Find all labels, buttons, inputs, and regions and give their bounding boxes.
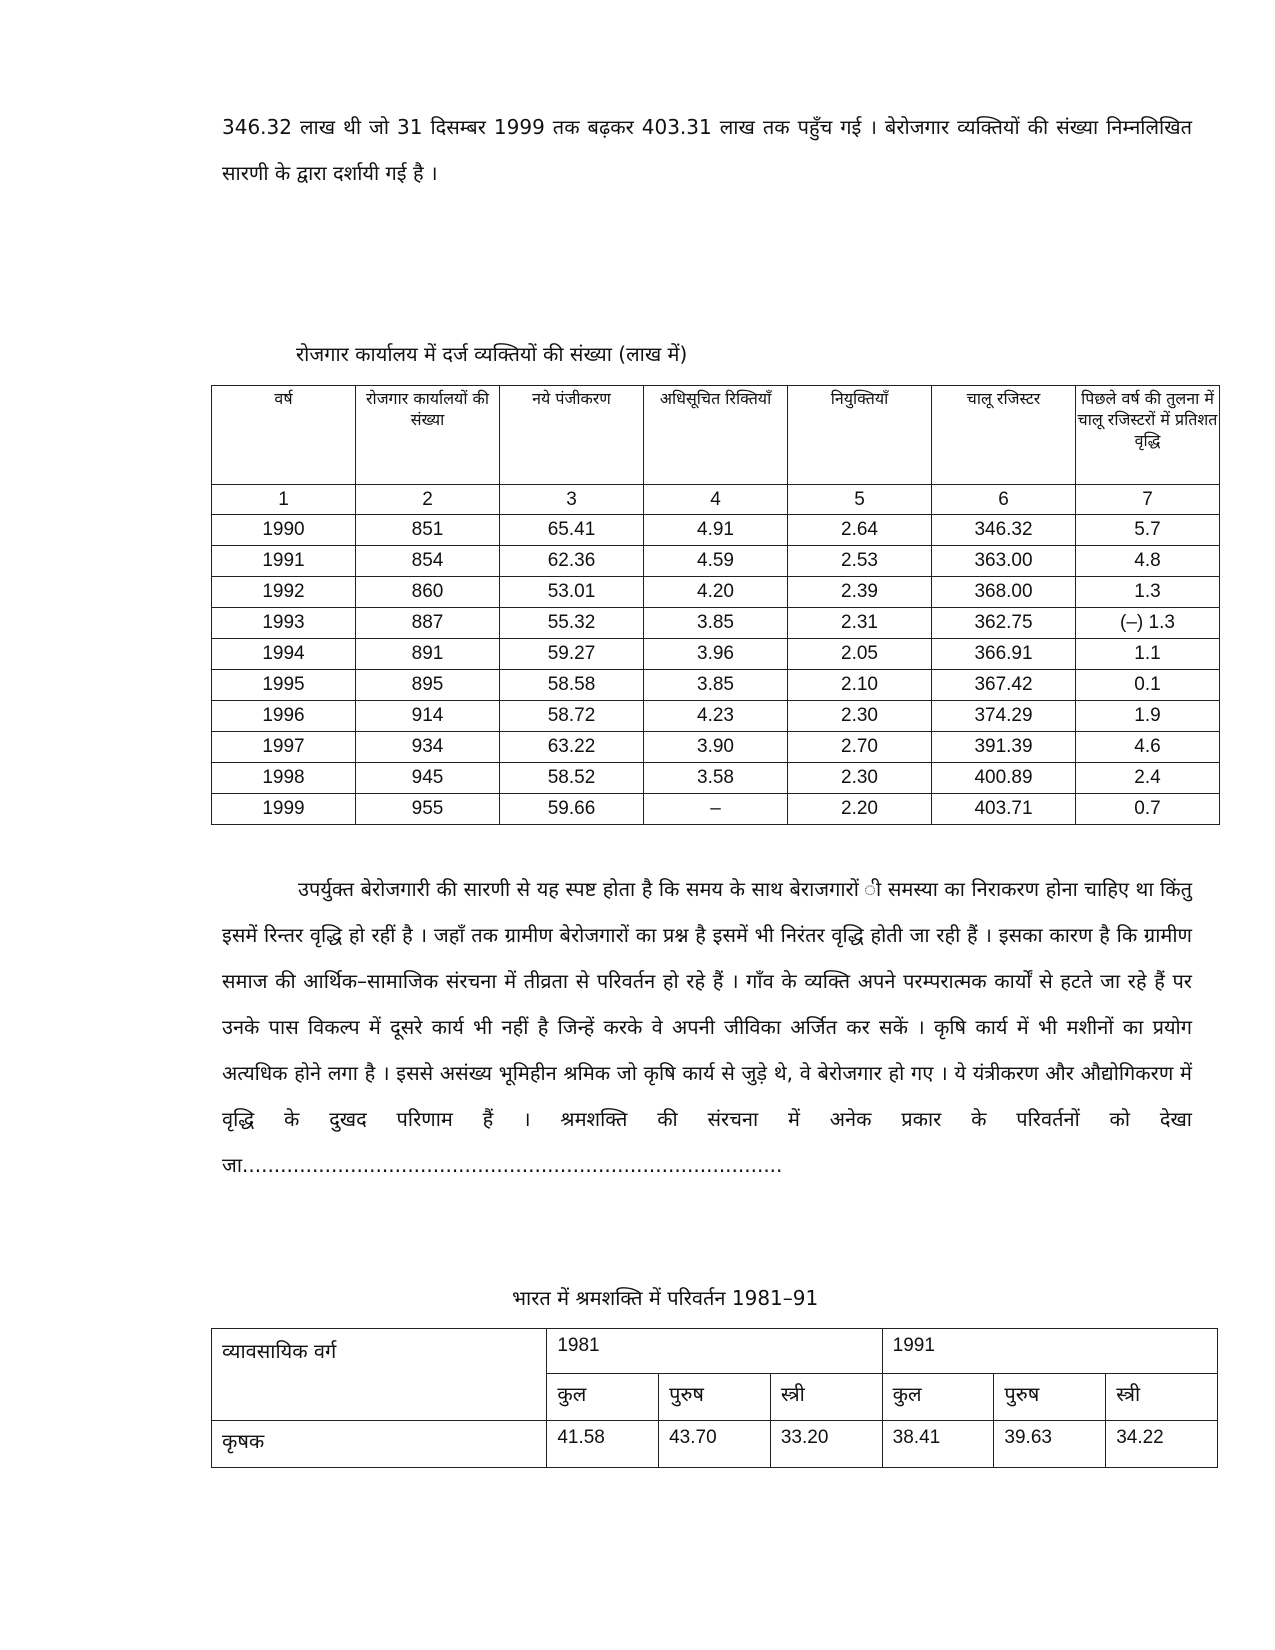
table-cell: 1990 [212,515,356,546]
table-cell: 400.89 [932,763,1076,794]
subheader-total: कुल [547,1374,659,1421]
workforce-table-caption: भारत में श्रमशक्ति में परिवर्तन 1981–91 [512,1286,819,1310]
table-cell: 955 [356,794,500,825]
column-number: 1 [212,485,356,515]
table-cell: 3.85 [644,670,788,701]
intro-paragraph: 346.32 लाख थी जो 31 दिसम्बर 1999 तक बढ़कर 403.31 लाख तक पहुँच गई । बेरोजगार व्यक्तियों की संख्या निम्नलिखित सारणी के द्वारा दर्शायी गई है । [222,115,1192,185]
table-row [212,670,1220,701]
table-row [212,515,1220,546]
table-cell: 39.63 [994,1421,1106,1468]
table-cell: 1.3 [1076,577,1220,608]
table-cell: 366.91 [932,639,1076,670]
table-row [212,763,1220,794]
column-number-row [212,485,1220,515]
table-cell: 53.01 [500,577,644,608]
year-1981-header: 1981 [547,1329,882,1374]
column-number: 2 [356,485,500,515]
table-cell: 41.58 [547,1421,659,1468]
table-cell: 860 [356,577,500,608]
table-cell: 887 [356,608,500,639]
subheader-total: कुल [882,1374,994,1421]
table-cell: 0.7 [1076,794,1220,825]
table-cell: 55.32 [500,608,644,639]
table-cell: 62.36 [500,546,644,577]
table-row [212,794,1220,825]
table-cell: 945 [356,763,500,794]
table-row [212,1421,1218,1468]
table-row [212,701,1220,732]
table-cell: 1997 [212,732,356,763]
table-cell: 65.41 [500,515,644,546]
table-cell: 1995 [212,670,356,701]
table-cell: 43.70 [659,1421,771,1468]
employment-exchange-table [211,385,1220,825]
table-cell: 1993 [212,608,356,639]
subheader-female: स्त्री [770,1374,882,1421]
table-cell: 3.96 [644,639,788,670]
table-row [212,546,1220,577]
column-number: 6 [932,485,1076,515]
subheader-female: स्त्री [1106,1374,1218,1421]
table-cell: 34.22 [1106,1421,1218,1468]
header-placements: नियुक्तियाँ [788,386,932,485]
table-row [212,608,1220,639]
column-number: 7 [1076,485,1220,515]
table-cell: (–) 1.3 [1076,608,1220,639]
table-cell: 2.64 [788,515,932,546]
table-cell: 5.7 [1076,515,1220,546]
table-cell: 4.20 [644,577,788,608]
table-cell: 4.6 [1076,732,1220,763]
column-number: 4 [644,485,788,515]
table-cell: 38.41 [882,1421,994,1468]
table-cell: 934 [356,732,500,763]
table-cell: 4.8 [1076,546,1220,577]
table-cell: 891 [356,639,500,670]
column-number: 5 [788,485,932,515]
table-cell: 1996 [212,701,356,732]
table-cell: 59.27 [500,639,644,670]
table-row [212,639,1220,670]
category-header: व्यावसायिक वर्ग [212,1329,547,1421]
table-cell: 2.70 [788,732,932,763]
table-cell: 363.00 [932,546,1076,577]
table-cell: 914 [356,701,500,732]
table-cell: 2.53 [788,546,932,577]
table-cell: – [644,794,788,825]
table-cell: 4.59 [644,546,788,577]
table-cell: 403.71 [932,794,1076,825]
table-cell: 1991 [212,546,356,577]
year-1991-header: 1991 [882,1329,1217,1374]
table-cell: 3.90 [644,732,788,763]
table-cell: 4.91 [644,515,788,546]
header-vacancies: अधिसूचित रिक्तियाँ [644,386,788,485]
table-cell: 33.20 [770,1421,882,1468]
header-exchanges: रोजगार कार्यालयों की संख्या [356,386,500,485]
table-cell: 1994 [212,639,356,670]
table-cell: 895 [356,670,500,701]
table-cell: 2.05 [788,639,932,670]
table-cell: 1.1 [1076,639,1220,670]
table-cell: 3.58 [644,763,788,794]
table-cell: 851 [356,515,500,546]
table-cell: 346.32 [932,515,1076,546]
table-cell: 58.72 [500,701,644,732]
subheader-male: पुरुष [659,1374,771,1421]
table-cell: 4.23 [644,701,788,732]
table-cell: 2.30 [788,701,932,732]
table-cell: 1998 [212,763,356,794]
table-cell: 2.20 [788,794,932,825]
table-cell: 58.52 [500,763,644,794]
table-cell: 0.1 [1076,670,1220,701]
table-cell: 1999 [212,794,356,825]
category-cell: कृषक [212,1421,547,1468]
table-cell: 2.30 [788,763,932,794]
table-cell: 63.22 [500,732,644,763]
table-cell: 2.10 [788,670,932,701]
table-cell: 368.00 [932,577,1076,608]
table-cell: 59.66 [500,794,644,825]
table-cell: 367.42 [932,670,1076,701]
table-row [212,732,1220,763]
table-row [212,577,1220,608]
table-cell: 58.58 [500,670,644,701]
table-cell: 2.31 [788,608,932,639]
table-cell: 2.39 [788,577,932,608]
header-live-register: चालू रजिस्टर [932,386,1076,485]
employment-table-caption: रोजगार कार्यालय में दर्ज व्यक्तियों की संख्या (लाख में) [296,342,688,366]
table-cell: 374.29 [932,701,1076,732]
analysis-paragraph: उपर्युक्त बेरोजगारी की सारणी से यह स्पष्ट होता है कि समय के साथ बेराजगारों ी समस्या का निराकरण होना चाहिए था किंतु इसमें रिन्तर वृद्धि हो रहीं है । जहाँ तक ग्रामीण बेरोजगारों का प्रश्न है इसमें भी निरंतर वृद्धि होती जा रही हैं । इसका कारण है कि ग्रामीण समाज की आर्थिक–सामाजिक संरचना में तीव्रता से परिवर्तन हो रहे हैं । गाँव के व्यक्ति अपने परम्परात्मक कार्यों से हटते जा रहे हैं पर उनके पास विकल्प में दूसरे कार्य भी नहीं है जिन्हें करके वे अपनी जीविका अर्जित कर सकें । कृषि कार्य में भी मशीनों का प्रयोग अत्यधिक होने लगा है । इससे असंख्य भूमिहीन श्रमिक जो कृषि कार्य से जुड़े थे, वे बेरोजगार हो गए । ये यंत्रीकरण और औद्योगिकरण में वृद्धि के दुखद परिणाम हैं । श्रमशक्ति की संरचना में अनेक प्रकार के परिवर्तनों को देखा जा..................................................................................... [222,877,1192,1177]
table-cell: 391.39 [932,732,1076,763]
header-year: वर्ष [212,386,356,485]
table-cell: 362.75 [932,608,1076,639]
table-cell: 1.9 [1076,701,1220,732]
table-cell: 3.85 [644,608,788,639]
table-cell: 854 [356,546,500,577]
header-registrations: नये पंजीकरण [500,386,644,485]
table-cell: 2.4 [1076,763,1220,794]
subheader-male: पुरुष [994,1374,1106,1421]
table-header-row [212,386,1220,485]
workforce-change-table [211,1328,1218,1468]
year-header-row [212,1329,1218,1374]
table-cell: 1992 [212,577,356,608]
column-number: 3 [500,485,644,515]
header-percent-increase: पिछले वर्ष की तुलना में चालू रजिस्टरों में प्रतिशत वृद्धि [1076,386,1220,485]
